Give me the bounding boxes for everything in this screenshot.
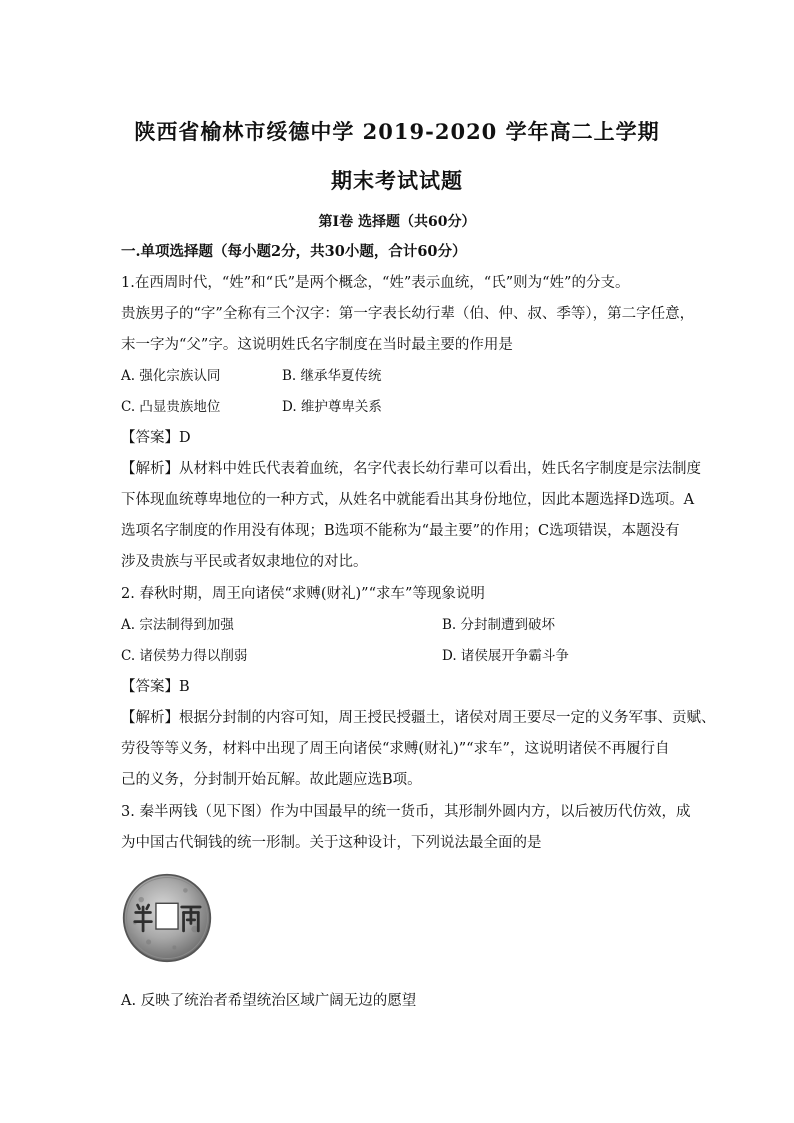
q3-stem-line: 3. 秦半两钱（见下图）作为中国最早的统一货币，其形制外圆内方，以后被历代仿效，成 bbox=[121, 804, 691, 820]
q1-option-a: A. 强化宗族认同 bbox=[121, 368, 221, 384]
q1-analysis-line: 涉及贵族与平民或者奴隶地位的对比。 bbox=[121, 554, 368, 570]
q2-analysis-line: 劳役等等义务，材料中出现了周王向诸侯“求赙(财礼)”“求车”，这说明诸侯不再履行自 bbox=[121, 741, 670, 757]
q1-option-c: C. 凸显贵族地位 bbox=[121, 399, 221, 415]
q2-option-b: B. 分封制遭到破坏 bbox=[442, 617, 556, 633]
q2-analysis-line: 【解析】根据分封制的内容可知，周王授民授疆土，诸侯对周王要尽一定的义务军事、贡赋、 bbox=[121, 710, 716, 726]
q1-analysis-line: 【解析】从材料中姓氏代表着血统，名字代表长幼行辈可以看出，姓氏名字制度是宗法制度 bbox=[121, 461, 701, 477]
part-heading: 一.单项选择题（每小题2分，共30小题，合计60分） bbox=[121, 243, 467, 260]
q1-analysis-line: 下体现血统尊卑地位的一种方式，从姓名中就能看出其身份地位，因此本题选择D选项。A bbox=[121, 492, 695, 508]
q1-answer: 【答案】D bbox=[121, 430, 191, 446]
q3-option-a: A. 反映了统治者希望统治区域广阔无边的愿望 bbox=[121, 993, 417, 1009]
q1-stem-line: 末一字为“父”字。这说明姓氏名字制度在当时最主要的作用是 bbox=[121, 337, 513, 353]
q1-analysis-line: 选项名字制度的作用没有体现；B选项不能称为“最主要”的作用；C选项错误，本题没有 bbox=[121, 523, 680, 539]
q1-option-d: D. 维护尊卑关系 bbox=[282, 399, 382, 415]
q1-stem-line: 1.在西周时代，“姓”和“氏”是两个概念，“姓”表示血统，“氏”则为“姓”的分支。 bbox=[121, 275, 630, 291]
q1-option-b: B. 继承华夏传统 bbox=[282, 368, 382, 384]
q1-stem-line: 贵族男子的“字”全称有三个汉字：第一字表长幼行辈（伯、仲、叔、季等），第二字任意， bbox=[121, 306, 695, 322]
banliang-coin-image bbox=[121, 872, 213, 964]
q2-stem-line: 2. 春秋时期，周王向诸侯“求赙(财礼)”“求车”等现象说明 bbox=[121, 586, 485, 602]
exam-subtitle: 期末考试试题 bbox=[331, 168, 463, 193]
q2-option-c: C. 诸侯势力得以削弱 bbox=[121, 648, 248, 664]
section-title: 第Ⅰ卷 选择题（共60分） bbox=[318, 214, 476, 230]
q2-answer: 【答案】B bbox=[121, 679, 190, 695]
q2-option-a: A. 宗法制得到加强 bbox=[121, 617, 234, 633]
q3-stem-line: 为中国古代铜钱的统一形制。关于这种设计，下列说法最全面的是 bbox=[121, 835, 542, 851]
q2-analysis-line: 己的义务，分封制开始瓦解。故此题应选B项。 bbox=[121, 772, 422, 788]
q2-option-d: D. 诸侯展开争霸斗争 bbox=[442, 648, 569, 664]
exam-title: 陕西省榆林市绥德中学 2019-2020 学年高二上学期 bbox=[134, 119, 660, 144]
